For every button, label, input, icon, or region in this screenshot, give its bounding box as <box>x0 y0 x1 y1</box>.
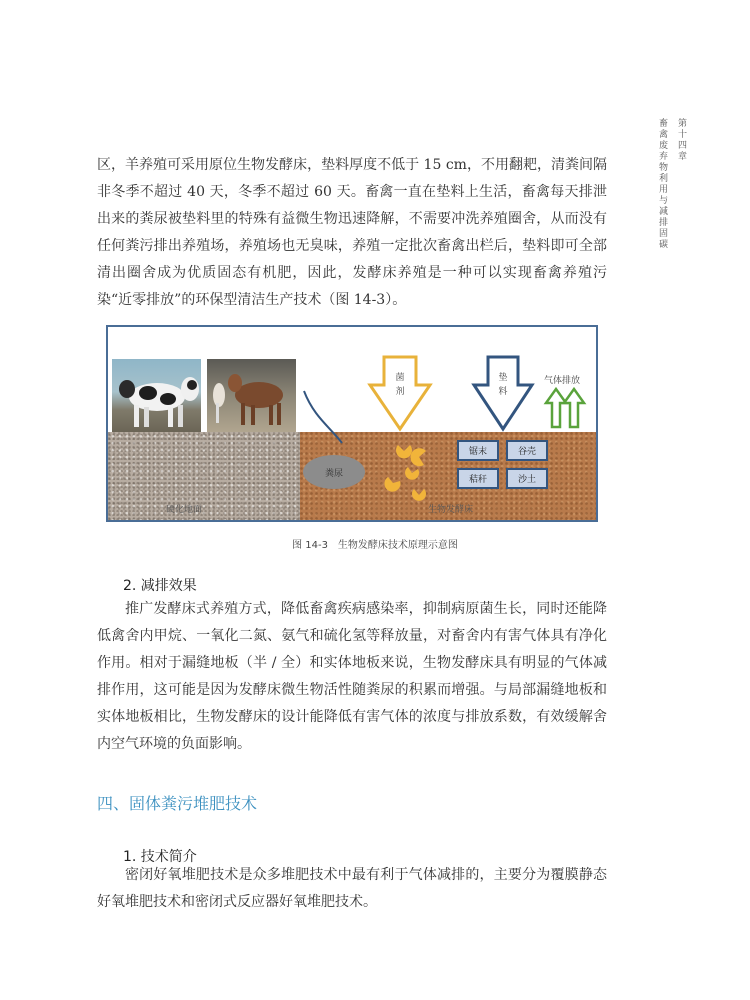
microbe-particle <box>412 489 426 501</box>
chapter-title: 畜禽废弃物利用与减排固碳 <box>657 118 667 250</box>
bedding-label-char-2: 料 <box>498 387 508 397</box>
microbe-particle <box>384 477 400 492</box>
subsection-heading-reduction: 2. 减排效果 <box>123 578 197 594</box>
chapter-label: 第十四章 <box>676 118 686 162</box>
gas-emission-label: 气体排放 <box>544 376 581 386</box>
fermentation-bed-diagram <box>106 325 598 522</box>
side-running-header <box>652 118 688 250</box>
diagram-overlay <box>108 327 596 520</box>
paragraph-intro-continued: 区，羊养殖可采用原位生物发酵床，垫料厚度不低于 15 cm，不用翻耙，清粪间隔非冬季不超过 40 天，冬季不超过 60 天。畜禽一直在垫料上生活，畜禽每天排泄出来的粪尿被垫料里的特殊有益微生物迅速降解，不需要冲洗养殖圈舍，从而没有任何粪污排出养殖场，养殖场也无臭味，养殖一定批次畜禽出栏后，垫料即可全部清出圈舍成为优质固态有机肥，因此，发酵床养殖是一种可以实现畜禽养殖污染“近零排放”的环保型清洁生产技术（图 14-3）。 <box>97 157 607 308</box>
fermentation-bed-label: 生物发酵床 <box>428 505 474 515</box>
paragraph-technology-intro: 密闭好氧堆肥技术是众多堆肥技术中最有利于气体减排的，主要分为覆膜静态好氧堆肥技术和密闭式反应器好氧堆肥技术。 <box>97 867 607 910</box>
section-heading-composting: 四、固体粪污堆肥技术 <box>97 794 258 813</box>
dung-label: 粪尿 <box>324 468 343 479</box>
material-box-sawdust: 锯末 <box>457 440 499 461</box>
microbe-particle <box>410 448 426 466</box>
material-box-sand: 沙土 <box>506 468 548 489</box>
microbe-particle <box>396 445 412 458</box>
paragraph-reduction-effect: 推广发酵床式养殖方式，降低畜禽疾病感染率，抑制病原菌生长，同时还能降低禽舍内甲烷、一氧化二氮、氨气和硫化氢等释放量，对畜舍内有害气体具有净化作用。相对于漏缝地板（半 / 全）和实体地板来说，生物发酵床具有明显的气体减排作用，这可能是因为发酵床微生物活性随粪尿的积累而增强。与局部漏缝地板和实体地板相比，生物发酵床的设计能降低有害气体的浓度与排放系数，有效缓解舍内空气环境的负面影响。 <box>97 601 607 752</box>
gas-arrow-2 <box>564 389 584 427</box>
microbe-particle <box>405 467 419 480</box>
bedding-arrow-label <box>496 371 510 399</box>
figure-caption: 图 14-3 生物发酵床技术原理示意图 <box>292 540 458 551</box>
bedding-label-char-1: 垫 <box>498 373 508 383</box>
bacteria-label-char-1: 菌 <box>395 373 405 383</box>
gas-arrow-1 <box>546 389 566 427</box>
material-box-rice-husk: 谷壳 <box>506 440 548 461</box>
microbe-particles <box>384 445 426 501</box>
material-box-straw: 秸秆 <box>457 468 499 489</box>
dung-blob <box>303 455 365 489</box>
bacteria-arrow-label <box>393 371 407 399</box>
hardened-ground-label: 硬化地面 <box>166 505 203 515</box>
excretion-curve <box>304 391 342 443</box>
subsection-heading-introduction: 1. 技术简介 <box>123 849 197 865</box>
bacteria-label-char-2: 剂 <box>395 387 405 397</box>
